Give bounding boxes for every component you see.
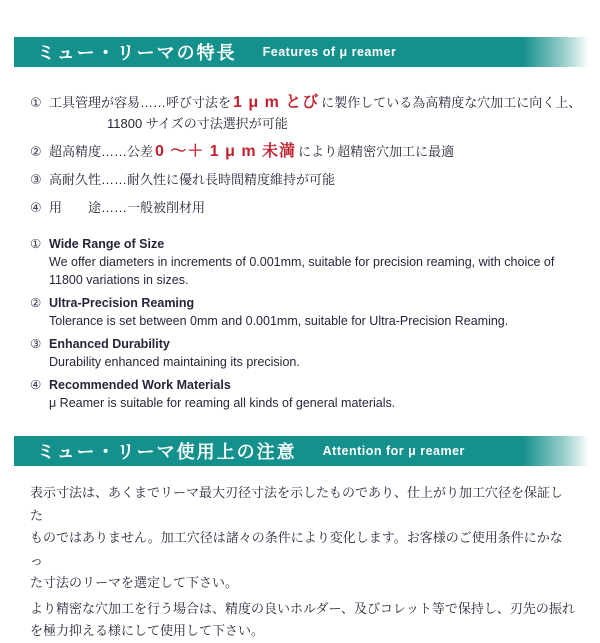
item-line: 11800 variations in sizes. — [49, 273, 189, 287]
list-item — [30, 335, 590, 371]
attention-paragraphs — [30, 482, 575, 643]
paragraph-line: た寸法のリーマを選定して下さい。 — [30, 575, 239, 590]
item-text-suffix: に製作している為高精度な穴加工に向く上、 — [321, 95, 582, 110]
attention-header-bar — [14, 436, 592, 466]
item-body — [49, 235, 590, 289]
features-title-jp: ミュー・リーマの特長 — [37, 43, 237, 63]
features-list-english — [30, 235, 590, 412]
item-text-line2: 11800 サイズの寸法選択が可能 — [107, 116, 288, 131]
item-marker: ③ — [30, 337, 42, 351]
item-marker: ② — [30, 296, 42, 310]
item-body — [49, 335, 590, 371]
features-header-bar — [14, 37, 592, 67]
list-item — [30, 141, 590, 162]
paragraph-line: より精密な穴加工を行う場合は、精度の良いホルダー、及びコレット等で保持し、刃先の振れ — [30, 600, 575, 616]
list-item — [30, 235, 590, 289]
item-text-prefix: 超高精度……公差 — [49, 144, 154, 159]
paragraph-line: ものではありません。加工穴径は諸々の条件により変化します。お客様のご使用条件にかなっ — [30, 530, 563, 568]
item-highlight: 0 〜＋ 1 μ m 未満 — [155, 143, 297, 160]
catalog-page — [0, 37, 600, 637]
attention-paragraph-2 — [30, 598, 575, 643]
item-marker: ① — [30, 237, 42, 251]
item-title: Enhanced Durability — [49, 337, 170, 351]
item-line: Tolerance is set between 0mm and 0.001mm, suitable for Ultra-Precision Reaming. — [49, 314, 509, 328]
list-item — [30, 92, 590, 134]
attention-paragraph-1 — [30, 482, 575, 595]
item-body — [49, 294, 590, 330]
features-title-en: Features of μ reamer — [262, 45, 397, 59]
item-title: Recommended Work Materials — [49, 378, 231, 392]
item-marker: ④ — [30, 200, 42, 215]
item-text-suffix: により超精密穴加工に最適 — [298, 144, 455, 159]
list-item — [30, 294, 590, 330]
item-line: μ Reamer is suitable for reaming all kinds of general materials. — [49, 396, 396, 410]
attention-title-jp: ミュー・リーマ使用上の注意 — [37, 442, 297, 462]
list-item — [30, 197, 590, 218]
item-text: 用 途……一般被削材用 — [49, 200, 206, 215]
features-list-japanese — [30, 92, 590, 218]
item-marker: ④ — [30, 378, 42, 392]
item-text-prefix: 工具管理が容易……呼び寸法を — [49, 95, 232, 110]
item-marker: ② — [30, 144, 42, 159]
attention-title-en: Attention for μ reamer — [322, 444, 465, 458]
paragraph-line: を極力抑える様にして使用して下さい。 — [30, 623, 265, 638]
item-line: We offer diameters in increments of 0.001mm, suitable for precision reaming, with choice of — [49, 255, 555, 269]
item-marker: ① — [30, 95, 42, 110]
list-item — [30, 376, 590, 412]
item-body — [49, 376, 590, 412]
item-text — [49, 92, 590, 134]
item-marker: ③ — [30, 172, 42, 187]
item-line: Durability enhanced maintaining its precision. — [49, 355, 300, 369]
item-text — [49, 141, 590, 162]
item-title: Ultra-Precision Reaming — [49, 296, 195, 310]
paragraph-line: 表示寸法は、あくまでリーマ最大刃径寸法を示したものであり、仕上がり加工穴径を保証した — [30, 485, 564, 523]
list-item — [30, 169, 590, 190]
item-text: 高耐久性……耐久性に優れ長時間精度維持が可能 — [49, 172, 336, 187]
item-highlight: 1 μ m とび — [233, 94, 320, 111]
item-title: Wide Range of Size — [49, 237, 165, 251]
